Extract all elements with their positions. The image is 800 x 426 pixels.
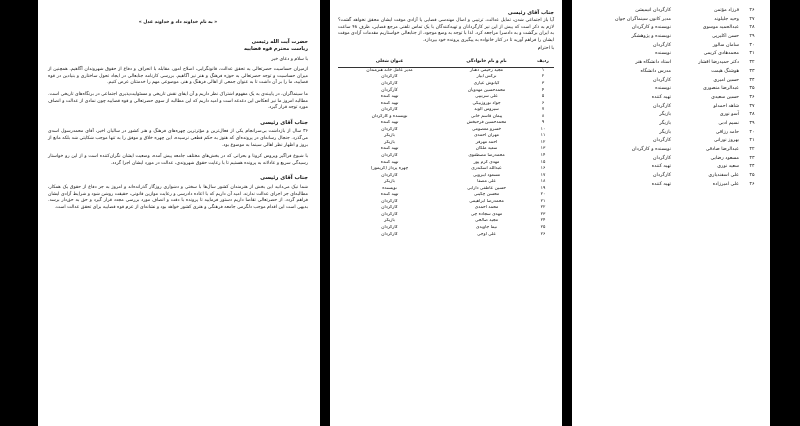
person-name: مجید صالحی [474, 218, 499, 224]
job-title: کارگردان انیمیشن [635, 8, 671, 13]
person-name: کیانوش عیاری [473, 81, 500, 86]
row-number: ۳۴ [749, 77, 755, 83]
person-name: آسو نوری [719, 112, 739, 118]
job-title: تهیه کننده [651, 181, 671, 187]
row-number: ۲۹ [749, 34, 755, 40]
table-row [580, 104, 762, 113]
row-number: ۱۲ [540, 139, 546, 145]
person-name: محمدحسین فرحبخش [466, 120, 507, 126]
person-name: نیما جاویدی [476, 225, 498, 231]
row-number: ۲۰ [540, 192, 546, 198]
job-title: کارگردان [381, 153, 398, 159]
row-number: ۱۷ [540, 172, 546, 178]
person-name: احمد مهرفر [475, 139, 498, 145]
signatories-table [338, 58, 554, 238]
row-number: ۳۸ [749, 112, 755, 118]
row-number: ۹ [541, 120, 545, 126]
job-title: کارگردان [381, 211, 398, 217]
job-title: کارگردان [381, 231, 398, 237]
person-name: عبدالرضا صادقی [705, 147, 739, 152]
letter-address [48, 39, 308, 53]
person-name: علی امیرزاده [712, 181, 739, 187]
job-title: تهیه کننده [651, 94, 671, 100]
job-title: بازیگر [384, 218, 395, 224]
table-row [580, 182, 762, 191]
person-name: مجید رحیمی دهنار [470, 67, 504, 73]
row-number: ۲۲ [540, 205, 546, 211]
job-title: تهیه کننده [380, 100, 399, 106]
row-number: ۲۱ [540, 198, 546, 204]
row-number: ۳۱ [749, 51, 755, 57]
letter-page-middle [330, 0, 562, 426]
row-number: ۳۳ [749, 68, 755, 74]
letter-heading: « به نام خداوند داد و خداوند عدل » [138, 20, 218, 25]
person-name: علی اوجی [477, 231, 496, 237]
job-title: نویسنده و کارگردان [631, 25, 671, 31]
person-name: علی اسفندیاری [708, 173, 739, 179]
row-number: ۲۶ [749, 8, 755, 13]
row-number: ۳۲ [749, 60, 755, 66]
job-title: نویسنده [382, 185, 397, 191]
person-name: علی سرتیپی [475, 94, 498, 100]
address-line: حضرت آیت الله رئیسی [251, 38, 308, 45]
section-paragraph: با شیوع فراگیر ویروس کرونا و بحرانی که در بخش‌های مختلف جامعه پیش آمده، وضعیت ایشان نگران‌کننده است و از این رو خواستار رسیدگی سریع و عادلانه به پرونده هستیم تا با رعایت حقوق شهروندی، عدالت در مورد ایشان اجرا گردد. [48, 154, 308, 166]
section-paragraph: شما نیک می‌دانید این بخش از هنرمندان کشور سال‌ها با سختی و دشواری روزگار گذرانده‌اند و امروز به جز دفاع از حقوق یک همکار، مطالبه‌ای جز اجرای عدالت ندارند. امید آن داریم که با اعاده دادرسی و رعایت موازین قانونی، حقیقت روشن شود و شرایط آزادی ایشان فراهم گردد. از حضرتعالی تقاضا داریم دستور فرمایید تا پرونده با دقت و انصاف مورد بررسی مجدد قرار گیرد و حق به حق‌دار برسد. بدیهی است این اقدام موجب دلگرمی جامعه فرهنگی و هنری کشور خواهد بود و نشانه‌ای از عزم قوه قضاییه برای تحقق عدالت است. [48, 184, 308, 210]
row-number: ۳ [541, 81, 545, 86]
job-title: کارگردان [653, 42, 671, 48]
row-number: ۱۱ [540, 133, 546, 139]
address-line: ریاست محترم قوه قضاییه [244, 45, 308, 52]
person-name: حسین عاطفی دارابی [467, 185, 506, 191]
section-title: جناب آقای رئیسی [507, 10, 554, 16]
table-row [580, 60, 762, 69]
row-number: ۸ [541, 113, 545, 119]
person-name: حامد رزاقی [715, 129, 739, 135]
signatories-table-continued [580, 8, 762, 190]
row-number: ۱ [541, 67, 545, 73]
table-row [580, 8, 762, 17]
job-title: کارگردان [653, 103, 671, 109]
person-name: محمدهادی کریمی [703, 51, 739, 57]
row-number: ۵ [541, 94, 545, 100]
person-name: شاهد احمدلو [713, 103, 739, 109]
row-number: ۶ [541, 100, 545, 106]
row-number: ۳۰ [749, 42, 755, 48]
letter-page-right [572, 0, 770, 426]
table-header-row [338, 58, 554, 67]
row-number: ۴۴ [749, 164, 755, 170]
job-title: کارگردان [381, 81, 398, 86]
job-title: کارگردان [653, 77, 671, 83]
greeting: با سلام و دعای خیر [271, 56, 308, 62]
job-title: بازیگر [659, 129, 671, 135]
job-title: نویسنده و پژوهشگر [631, 34, 671, 40]
job-title: استاد دانشگاه هنر [635, 60, 671, 66]
job-title: تهیه کننده [380, 159, 399, 165]
job-title: نویسنده [655, 86, 671, 92]
row-number: ۲۴ [540, 218, 546, 224]
col-header-name: نام و نام خانوادگی [441, 58, 532, 67]
table-row [580, 112, 762, 121]
row-number: ۱۹ [540, 185, 546, 191]
row-number: ۳۷ [749, 103, 755, 109]
job-title: مدیر عامل خانه هنرمندان [366, 67, 413, 73]
person-name: محسن چگینی [473, 192, 500, 198]
job-title: بازیگر [384, 179, 395, 185]
table-row [580, 78, 762, 87]
person-name: مهدی سجاده چی [470, 211, 503, 217]
job-title: تهیه کننده [380, 192, 399, 198]
letter-paragraph: ما سینماگران، در پایبندی به یک مفهوم اشتراک نظر داریم و آن ایفای نقش تاریخی و مسئولیت‌پذیری اجتماعی در برنگاه‌های تاریخی است. مطالبه امروز ما نیز انعکاس این دغدغه است و امید داریم که این مطالبه از سوی حضرتعالی و قوه قضاییه چون نمادی از عدالت و انصاف مورد توجه قرار گیرد. [48, 91, 308, 111]
person-name: فرزاد مؤتمن [713, 8, 739, 13]
job-title: کارگردان [381, 126, 398, 132]
job-title: کارگردان [381, 107, 398, 113]
table-row [580, 86, 762, 95]
table-row [580, 95, 762, 104]
person-name: عبدالرضا منصوری [702, 86, 739, 92]
row-number: ۳۵ [749, 86, 755, 92]
table-row [580, 147, 762, 156]
person-name: پیمان قاسم خانی [470, 113, 503, 119]
job-title: تهیه کننده [380, 146, 399, 152]
person-name: نرگس آبیار [476, 74, 497, 80]
job-title: کارگردان [381, 198, 398, 204]
person-name: مسعود رضایی [710, 155, 739, 161]
row-number: ۴۶ [749, 181, 755, 187]
person-name: سامان سالور [712, 42, 739, 48]
person-name: سیروس الوند [474, 107, 499, 113]
job-title: تهیه کننده [380, 120, 399, 126]
job-title: نویسنده و کارگردان [631, 147, 671, 152]
row-number: ۴۱ [749, 138, 755, 144]
table-row [580, 69, 762, 78]
table-row [338, 67, 554, 74]
job-title: کارگردان [381, 225, 398, 231]
person-name: سعید نوری [717, 164, 739, 170]
row-number: ۱۰ [540, 126, 546, 132]
person-name: مهران احمدی [474, 133, 499, 139]
table-row [580, 130, 762, 139]
table-row [580, 34, 762, 43]
table-row [580, 25, 762, 34]
job-title: نویسنده [655, 51, 671, 57]
row-number: ۲۸ [749, 25, 755, 31]
table-row [580, 138, 762, 147]
job-title: کارگردان [653, 138, 671, 144]
job-title: کارگردان [381, 172, 398, 178]
person-name: جواد نوروزبیگی [472, 100, 501, 106]
row-number: ۷ [541, 107, 545, 113]
row-number: ۲۷ [749, 16, 755, 22]
person-name: هوشنگ هیمت [711, 68, 739, 74]
row-number: ۱۵ [540, 159, 546, 165]
job-title: بازیگر [384, 133, 395, 139]
row-number: ۱۴ [540, 153, 546, 159]
table-row [580, 156, 762, 165]
row-number: ۱۳ [540, 146, 546, 152]
job-title: تهیه کننده [651, 164, 671, 170]
job-title: کارگردان [381, 87, 398, 93]
person-name: محمدرضا مصطفوی [468, 153, 505, 159]
job-title: کارگردان [381, 205, 398, 211]
intro-paragraph: آیا باز اجتماعی شدن، تمایل عدالت، ترتیبی و اصال مهندسی قضایی یا آزادی موقت ایشان محقق نخواهد گشت؟ لازم به ذکر است که پیش از این نیز کارگردانان و تهیه‌کنندگان با یک تماس تلفنی مرجع قضایی، ظرف ۴۸ ساعت به ایران برگشت و به دادسرا مراجعه کرد. لذا با توجه به وضع موجود، از جنابعالی خواستاریم مقدمات آزادی موقت ایشان را فراهم آورید تا در کنار خانواده به پیگیری پرونده خود بپردازد. [338, 18, 554, 43]
person-name: حسن اکلیرپی [711, 34, 739, 40]
row-number: ۱۸ [540, 179, 546, 185]
person-name: نسیم ادبی [718, 120, 739, 126]
job-title: کارگردان [653, 155, 671, 161]
closing-line: با احترام [537, 46, 554, 52]
col-header-job: عنوان شغلی [338, 58, 441, 67]
person-name: عبدالحمید موسوی [702, 25, 739, 31]
table-row [338, 232, 554, 239]
letter-paragraph: ازمیزان حساسیت حضرتعالی به تحقق عدالت، قانونگرایی، اصلاح امور، مقابله با انحراف و دفاع از حقوق شهروندان آگاهیم. همچنین از میزان حساسیت و توجه حضرتعالی به حوزه فرهنگ و هنر نیز آگاهیم. بررسی کارنامه جنابعالی در ایجاد تحول ساختاری و بنیادین در قوه قضاییه، ما را بر آن داشت تا به عنوان جمعی از اهالی فرهنگ و هنر، موضوعی مهم را خدمتتان عرض کنیم. [48, 67, 308, 86]
person-name: علی مصفا [477, 179, 496, 185]
col-header-row-number: ردیف [532, 58, 554, 67]
person-name: محمد احمدی [474, 205, 499, 211]
letter-page-left [38, 0, 320, 426]
job-title: مدیر کانون سینماگران جوان [615, 16, 671, 22]
person-name: حسین امیری [713, 77, 739, 83]
row-number: ۴۵ [749, 173, 755, 179]
job-title: کارگردان [381, 74, 398, 80]
job-title: چهره پرداز (گریمور) [370, 166, 409, 172]
row-number: ۴۰ [749, 129, 755, 135]
row-number: ۲ [541, 74, 545, 80]
job-title: مدرس دانشگاه [640, 68, 671, 74]
job-title: تهیه کننده [380, 94, 399, 100]
section-paragraph: ۳۶ سال از بازداشت بی‌سرانجام یکی از فعال‌ترین و مؤثرترین چهره‌های فرهنگ و هنر کشور در سالیان اخیر، آقای محمدرسول اسدی می‌گذرد. جنجال رسانه‌ای در پرونده‌ای که هنوز به حکم قطعی نرسیده، این چهره خلاق و موفق را به تنها موجب شکایتی شد بلکه مانع از بروز و اظهار نظر اهالی سینما به موضوع بود. [48, 129, 308, 148]
job-title: نویسنده و کارگردان [371, 113, 408, 119]
person-name: بهروز نورانی [713, 138, 739, 144]
table-row [580, 164, 762, 173]
job-title: بازیگر [384, 139, 395, 145]
job-title: کارگردان [653, 173, 671, 179]
row-number: ۴ [541, 87, 545, 93]
row-number: ۲۶ [540, 231, 546, 237]
person-name: وحید جلیلوند [714, 16, 739, 22]
table-row [580, 173, 762, 182]
person-name: حسین سعیدی [711, 94, 739, 100]
row-number: ۴۲ [749, 147, 755, 152]
person-name: سعید ملکان [475, 146, 498, 152]
person-name: محمدحسین مهدویان [467, 87, 506, 93]
person-name: عبدالله اسکندری [471, 166, 502, 172]
person-name: دکتر حمیدرضا افشار [698, 60, 739, 66]
person-name: مسعود آببرویی [472, 172, 501, 178]
row-number: ۳۹ [749, 120, 755, 126]
job-title: بازیگر [659, 120, 671, 126]
section-title: جناب آقای رئیسی [260, 175, 308, 182]
table-row [580, 121, 762, 130]
job-title: بازیگر [659, 112, 671, 118]
row-number: ۲۳ [540, 211, 546, 217]
person-name: خسرو معصومی [471, 126, 502, 132]
row-number: ۳۶ [749, 94, 755, 100]
row-number: ۱۶ [540, 166, 546, 172]
table-row [580, 51, 762, 60]
row-number: ۴۳ [749, 155, 755, 161]
row-number: ۲۵ [540, 225, 546, 231]
section-title: جناب آقای رئیسی [260, 119, 308, 126]
person-name: محمدرضا ابراهیمی [469, 198, 504, 204]
person-name: مهدی کرم پور [473, 159, 500, 165]
